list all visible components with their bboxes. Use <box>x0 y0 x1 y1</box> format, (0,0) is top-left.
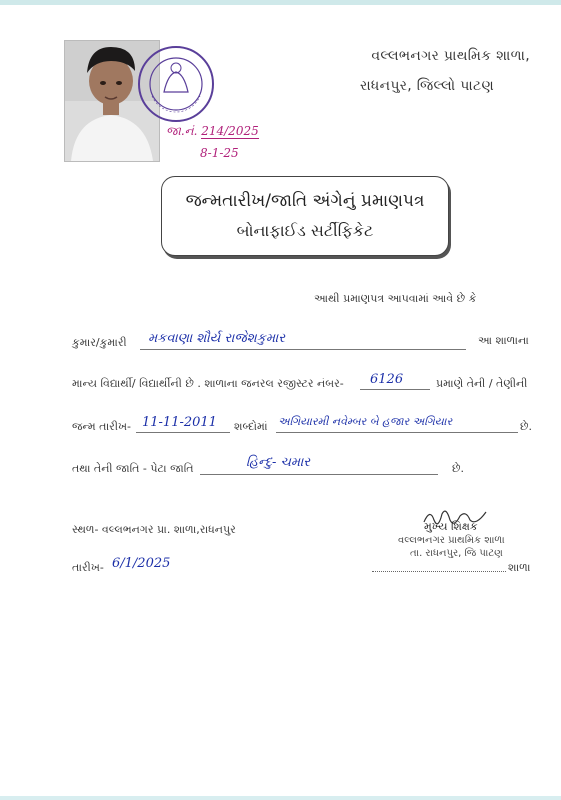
register-number: 6126 <box>370 372 404 387</box>
inward-prefix: જા.નં. <box>166 124 198 138</box>
row2-suffix: પ્રમાણે તેની / તેણીની <box>436 377 528 390</box>
words-underline <box>276 432 518 433</box>
school-location: રાધનપુર, જિલ્લો પાટણ <box>359 78 494 94</box>
certificate-title-box <box>161 176 449 256</box>
bottom-edge <box>0 796 561 800</box>
birth-date-words: અગિયારમી નવેમ્બર બે હજાર અગિયાર <box>278 415 453 428</box>
row4-label: તથા તેની જાતિ - પેટા જાતિ <box>72 462 194 475</box>
inward-date: 8-1-25 <box>200 146 239 160</box>
top-edge <box>0 0 561 5</box>
birth-date: 11-11-2011 <box>142 415 217 430</box>
stamp-place: તા. રાધનપુર, જિ પાટણ <box>410 548 503 559</box>
school-dotted-line <box>372 571 506 572</box>
row3-tail: છે. <box>520 420 532 433</box>
school-suffix: શાળા <box>508 561 531 574</box>
row1-label: કુમાર/કુમારી <box>72 336 127 349</box>
caste-value: હિન્દુ- ચમાર <box>246 455 310 470</box>
row2-prefix: માન્ય વિદ્યાર્થી/ વિદ્યાર્થીની છે . શાળાના જનરલ રજીસ્ટર નંબર- <box>72 377 344 390</box>
birth-date-underline <box>136 432 230 433</box>
date-label: તારીખ- <box>72 561 104 574</box>
inward-number-value: 214/2025 <box>201 124 259 138</box>
school-name: વલ્લભનગર પ્રાથમિક શાળા, <box>371 48 530 64</box>
row1-tail: આ શાળાના <box>478 334 529 347</box>
school-seal <box>136 44 216 124</box>
stamp-school: વલ્લભનગર પ્રાથમિક શાળા <box>398 535 505 546</box>
name-underline <box>140 349 466 350</box>
register-underline <box>360 389 430 390</box>
stamp-title: મુખ્ય શિક્ષક <box>424 520 478 533</box>
row3-mid: શબ્દોમાં <box>234 420 268 433</box>
row4-tail: છે. <box>452 462 464 475</box>
caste-underline <box>200 474 438 475</box>
date-value: 6/1/2025 <box>112 556 171 571</box>
place-line: સ્થળ- વલ્લભનગર પ્રા. શાળા,રાધનપુર <box>72 523 236 536</box>
inward-number <box>166 124 259 139</box>
row3-label: જન્મ તારીખ- <box>72 420 132 433</box>
student-name: મકવાણા શૌર્ય રાજેશકુમાર <box>148 331 285 346</box>
certificate-subtitle: બોનાફાઈડ સર્ટીફિકેટ <box>236 221 374 240</box>
intro-text: આથી પ્રમાણપત્ર આપવામાં આવે છે કે <box>314 292 477 305</box>
certificate-title: જન્મતારીખ/જાતિ અંગેનું પ્રમાણપત્ર <box>185 191 425 211</box>
